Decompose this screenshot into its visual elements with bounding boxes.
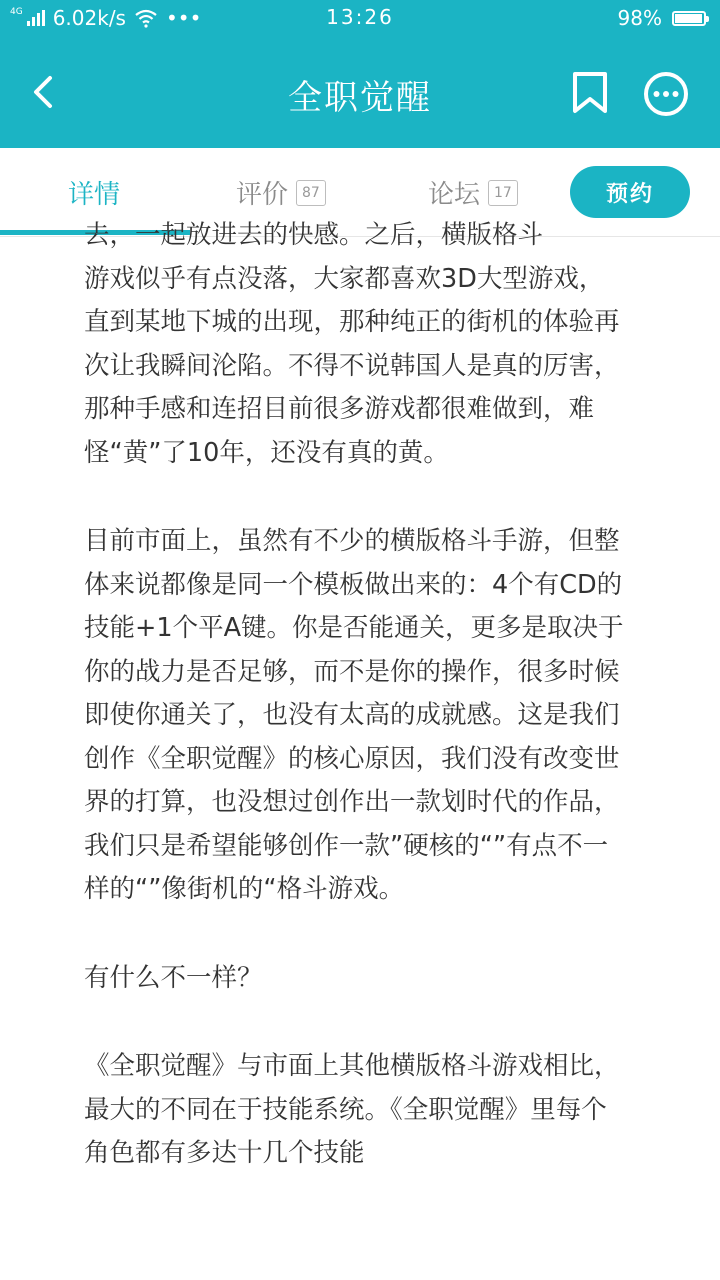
network-speed: 6.02k/s — [52, 6, 126, 30]
more-dots: ••• — [165, 6, 202, 30]
tab-forum[interactable] — [428, 174, 518, 211]
page-title: 全职觉醒 — [288, 78, 432, 118]
clock: 13:26 — [326, 5, 394, 29]
battery-icon — [672, 11, 706, 26]
article-heading: 有什么不一样？ — [84, 962, 263, 993]
tab-details-label: 详情 — [68, 180, 121, 210]
tab-reviews-label: 评价 — [236, 180, 289, 210]
tab-forum-label: 论坛 — [428, 180, 481, 210]
tab-reviews[interactable] — [236, 174, 326, 211]
network-type: 4G — [10, 7, 23, 17]
article-paragraph: 目前市面上，虽然有不少的横版格斗手游，但整体来说都像是同一个模板做出来的：4个有CD的技能+1个平A键。你是否能通关，更多是取决于你的战力是否足够，而不是你的操作，很多时候即使你通关了，也没有太高的成就感。这是我们创作《全职觉醒》的核心原因，我们没有改变世界的打算，也没想过创作出一款划时代的作品，我们只是希望能够创作一款”硬核的“”有点不一样的“”像街机的“格斗游戏。 — [84, 526, 624, 904]
article-paragraph: 游戏似乎有点没落，大家都喜欢3D大型游戏，直到某地下城的出现，那种纯正的街机的体验再次让我瞬间沦陷。不得不说韩国人是真的厉害，那种手感和连招目前很多游戏都很难做到，难怪“黄”了10年，还没有真的黄。 — [84, 263, 620, 468]
tab-details[interactable] — [68, 174, 120, 211]
reviews-count-badge: 87 — [296, 180, 326, 206]
forum-count-badge: 17 — [488, 180, 518, 206]
article-content — [84, 220, 624, 1280]
article-paragraph: 去，一起放进去的快感。之后，横版格斗 — [84, 220, 544, 250]
app-bar — [0, 36, 720, 148]
battery-percent: 98% — [617, 6, 662, 30]
status-bar — [0, 0, 720, 36]
more-icon[interactable] — [642, 70, 690, 118]
reserve-button[interactable]: 预约 — [570, 166, 690, 218]
article-paragraph: 《全职觉醒》与市面上其他横版格斗游戏相比，最大的不同在于技能系统。《全职觉醒》里每个角色都有多达十几个技能 — [84, 1051, 620, 1168]
bookmark-icon[interactable] — [566, 68, 614, 116]
